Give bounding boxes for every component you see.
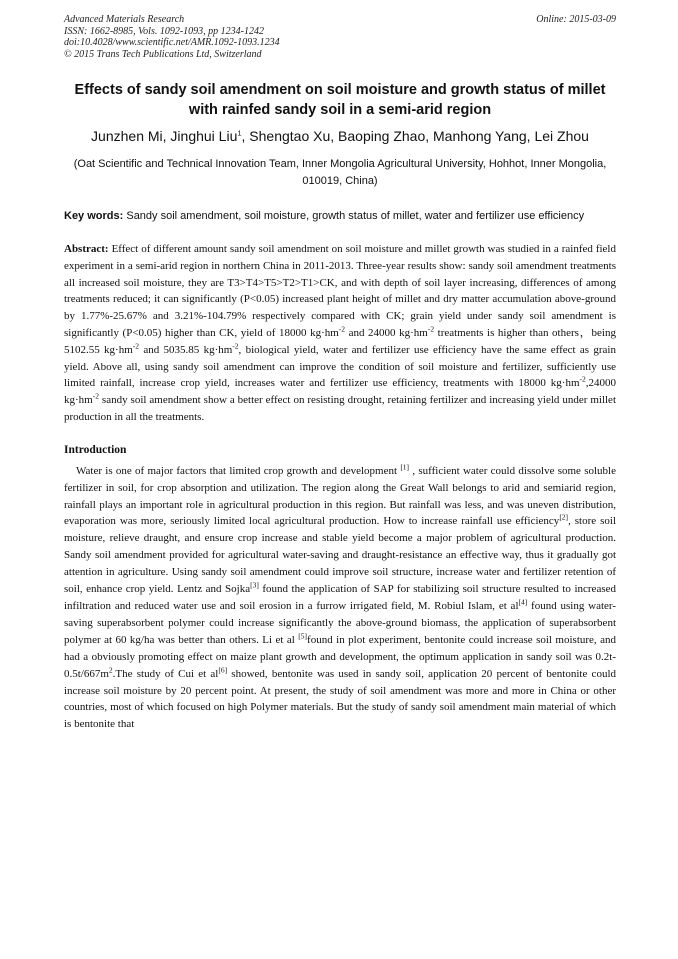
copyright-line: © 2015 Trans Tech Publications Ltd, Switzerland — [64, 48, 262, 60]
authors-part-1: Junzhen Mi, Jinghui Liu — [91, 128, 238, 144]
paper-title: Effects of sandy soil amendment on soil moisture and growth status of millet with rainfed sandy soil in a semi-arid region — [74, 82, 606, 118]
citation-ref: [6] — [218, 664, 228, 674]
introduction-heading: Introduction — [64, 443, 127, 456]
intro-text: showed, bentonite was used in sandy soil, application 20 percent of bentonite could increase soil moisture by 20 percent point. At present, the study of soil amendment was more and more in China or other countries, most of which focused on high Polymer materials. But the study of sandy soil amendment main material of which is bentonite that — [64, 667, 616, 731]
abstract — [64, 241, 616, 426]
abstract-label: Abstract: — [64, 243, 109, 255]
journal-name: Advanced Materials Research — [64, 14, 185, 25]
intro-text: found in plot experiment, bentonite could increase soil moisture, and had a obviously promoting effect on maize plant growth and development, the optimum application in sandy soil was 0.2t-0.5t/667m — [64, 633, 616, 680]
introduction-body — [64, 463, 616, 734]
citation-ref: [5] — [298, 631, 308, 641]
intro-text: found the application of SAP for stabilizing soil structure resulted to increased infiltration and reduced water use and soil erosion in a furrow irrigated field, M. Robiul Islam, et al — [64, 583, 616, 613]
citation-ref: [1] — [400, 462, 410, 472]
abstract-text: and 24000 kg·hm — [345, 326, 428, 339]
unit-exponent: 2 — [108, 664, 113, 674]
unit-exponent: -2 — [579, 374, 586, 384]
citation-ref: [4] — [518, 597, 528, 607]
intro-text: Water is one of major factors that limited crop growth and development — [76, 464, 401, 477]
keywords-label: Key words: — [64, 210, 124, 222]
intro-text: , store soil moisture, relieve draught, and ensure crop increase and stable yield become a major problem of agricultural production. Sandy soil amendment provided for agricultural water-saving and draught-resistance an effective way, thus it gradually got attention in agriculture. Using sandy soil amendment could improve soil structure, increase water and fertilizer retention of soil, enhance crop yield. Lentz and Sojka — [64, 515, 616, 596]
abstract-text: , biological yield, water and fertilizer use efficiency have the same effect as grain yield. Above all, using sandy soil amendment can improve the condition of soil moisture and fertilizer, sufficiently use limited rainfall, increase crop yield, increases water and fertilizer use efficiency, treatments with 18000 kg·hm — [64, 343, 616, 390]
issn-line: ISSN: 1662-8985, Vols. 1092-1093, pp 1234-1242 — [64, 25, 264, 37]
abstract-text: Effect of different amount sandy soil amendment on soil moisture and millet growth was studied in a rainfed field experiment in a semi-arid region in northern China in 2011-2013. Three-year results show: sandy soil amendment treatments all increased soil moisture, they are T3>T4>T5>T2>T1>CK, and with depth of soil layer increasing, differences of among treatments reduced; it can significantly (P<0.05) increased plant height of millet and dry matter accumulation above-ground by 1.77%-25.67% and 3.21%-104.79% respectively compared with CK; grain yield under sandy soil amendment is significantly (P<0.05) higher than CK, yield of 18000 kg·hm — [64, 243, 616, 339]
intro-text: , sufficient water could dissolve some soluble fertilizer in soil, for crop absorption and utilization. The region along the Great Wall belongs to arid and semiarid region, rainfall plays an important role in agricultural production in this region. But rainfall was less, and was uneven distribution, evaporation was more, seriously limited local agricultural production. How to increase rainfall use efficiency — [64, 464, 616, 528]
journal-header — [64, 14, 616, 60]
keywords-text: Sandy soil amendment, soil moisture, growth status of millet, water and fertilizer use efficiency — [123, 210, 585, 222]
citation-ref: [3] — [250, 580, 259, 590]
affiliation-marker: 1 — [237, 128, 242, 138]
keywords — [64, 208, 616, 225]
intro-text: .The study of Cui et al — [112, 667, 219, 680]
unit-exponent: -2 — [427, 324, 435, 334]
abstract-text: treatments is higher than others，being 5102.55 kg·hm — [64, 326, 616, 356]
citation-ref: [2] — [559, 512, 569, 522]
abstract-text: ,24000 kg·hm — [64, 377, 616, 407]
unit-exponent: -2 — [92, 391, 99, 401]
unit-exponent: -2 — [338, 324, 346, 334]
abstract-text: sandy soil amendment show a better effect on resisting drought, retaining fertilizer and increasing yield under millet production in all the treatments. — [64, 394, 616, 423]
author-list — [64, 126, 616, 146]
unit-exponent: -2 — [232, 341, 239, 351]
intro-text: found using water-saving superabsorbent polymer could increase significantly the above-ground biomass, the application of superabsorbent polymer at 60 kg/ha was better than others. Li et al — [64, 600, 616, 646]
unit-exponent: -2 — [132, 341, 140, 351]
online-date: Online: 2015-03-09 — [536, 14, 616, 25]
authors-part-2: , Shengtao Xu, Baoping Zhao, Manhong Yang, Lei Zhou — [241, 128, 589, 144]
affiliation: (Oat Scientific and Technical Innovation Team, Inner Mongolia Agricultural University, Hohhot, Inner Mongolia, 010019, China) — [73, 158, 607, 187]
doi-line: doi:10.4028/www.scientific.net/AMR.1092-1093.1234 — [64, 37, 280, 48]
abstract-text: and 5035.85 kg·hm — [139, 343, 233, 356]
